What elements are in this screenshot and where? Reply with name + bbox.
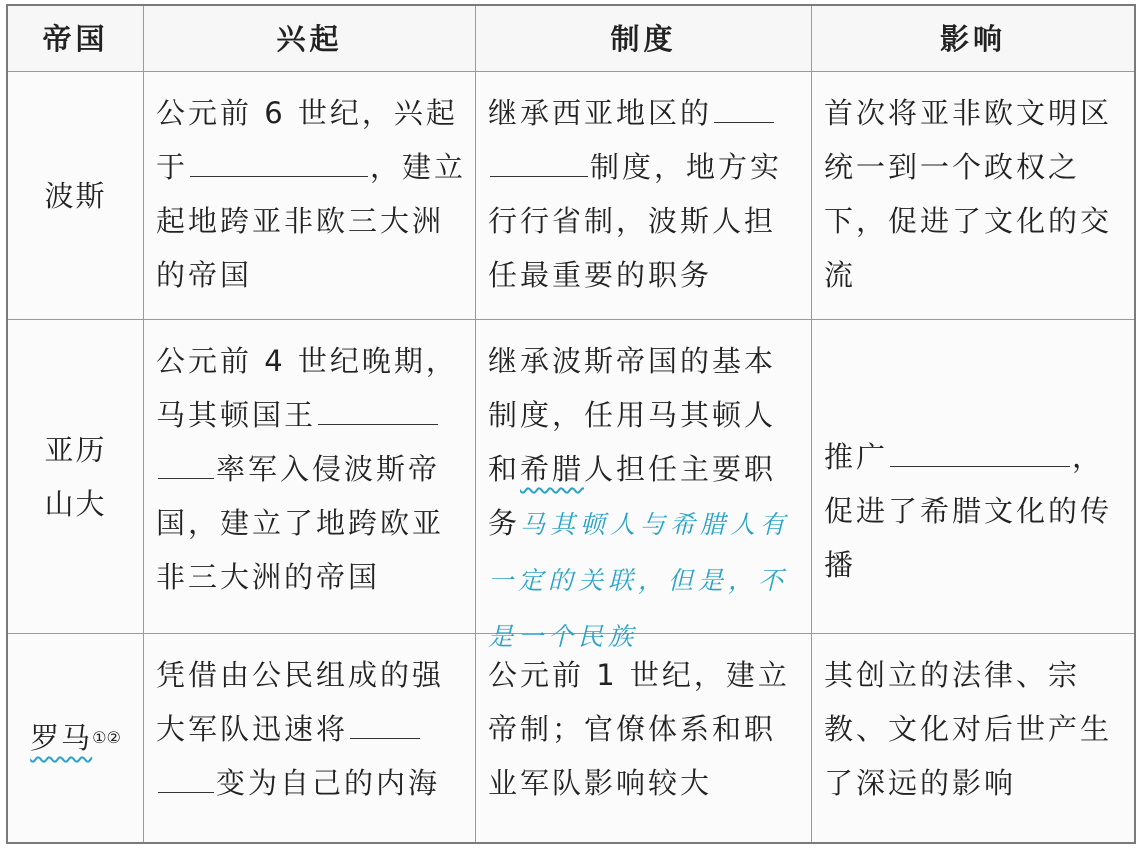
system-text: 公元前 1 世纪，建立帝制；官僚体系和职业军队影响较大 [488, 658, 790, 800]
impact-text-1: 推广 [824, 440, 889, 474]
fill-blank[interactable] [190, 146, 368, 177]
rise-text-2: ，建立起地跨亚非欧三大洲的帝国 [156, 150, 467, 292]
rome-impact [812, 634, 1134, 842]
system-text-2: 制度，地方实行行省制，波斯人担任最重要的职务 [488, 150, 783, 292]
alexander-system [476, 320, 812, 651]
impact-text-2: ，促进了希腊文化的传播 [824, 440, 1113, 582]
fill-blank[interactable] [490, 146, 588, 177]
alexander-rise [144, 320, 476, 634]
header-empire: 帝国 [8, 6, 144, 72]
persia-impact [812, 72, 1134, 320]
empire-alexander [8, 320, 144, 634]
persia-system [476, 72, 812, 320]
rise-text-1: 凭借由公民组成的强大军队迅速将 [156, 658, 445, 746]
fill-blank[interactable] [158, 762, 214, 793]
header-impact: 影响 [812, 6, 1134, 72]
rise-text-2: 率军入侵波斯帝国，建立了地跨欧亚非三大洲的帝国 [156, 452, 445, 594]
impact-text: 首次将亚非欧文明区统一到一个政权之下，促进了文化的交流 [824, 96, 1113, 292]
empire-table [6, 4, 1136, 844]
header-system: 制度 [476, 6, 812, 72]
handwritten-note: 马其顿人与希腊人有一定的关联，但是，不是一个民族 [488, 510, 791, 651]
header-rise: 兴起 [144, 6, 476, 72]
emphasis-greece: 希腊 [520, 452, 585, 486]
system-text-2: 人担任主要职务 [488, 452, 777, 540]
alexander-impact [812, 320, 1134, 634]
fill-blank[interactable] [158, 448, 214, 479]
empire-name: 罗马 [30, 721, 93, 755]
empire-rome [8, 634, 144, 842]
rome-rise [144, 634, 476, 842]
fill-blank[interactable] [318, 394, 438, 425]
footnote-marks: ①② [92, 728, 121, 747]
fill-blank[interactable] [714, 92, 774, 123]
rise-text-1: 公元前 6 世纪，兴起于 [156, 96, 458, 184]
persia-rise [144, 72, 476, 320]
rise-text-2: 变为自己的内海 [216, 766, 441, 800]
empire-persia [8, 72, 144, 320]
rise-text-1: 公元前 4 世纪晚期，马其顿国王 [156, 344, 458, 432]
system-text-1: 继承波斯帝国的基本制度，任用马其顿人和 [488, 344, 777, 486]
fill-blank[interactable] [350, 708, 420, 739]
empire-name: 亚历山大 [44, 432, 107, 521]
rome-system [476, 634, 812, 842]
impact-text: 其创立的法律、宗教、文化对后世产生了深远的影响 [824, 658, 1113, 800]
empire-name: 波斯 [44, 178, 107, 213]
fill-blank[interactable] [890, 436, 1070, 467]
system-text-1: 继承西亚地区的 [488, 96, 713, 130]
